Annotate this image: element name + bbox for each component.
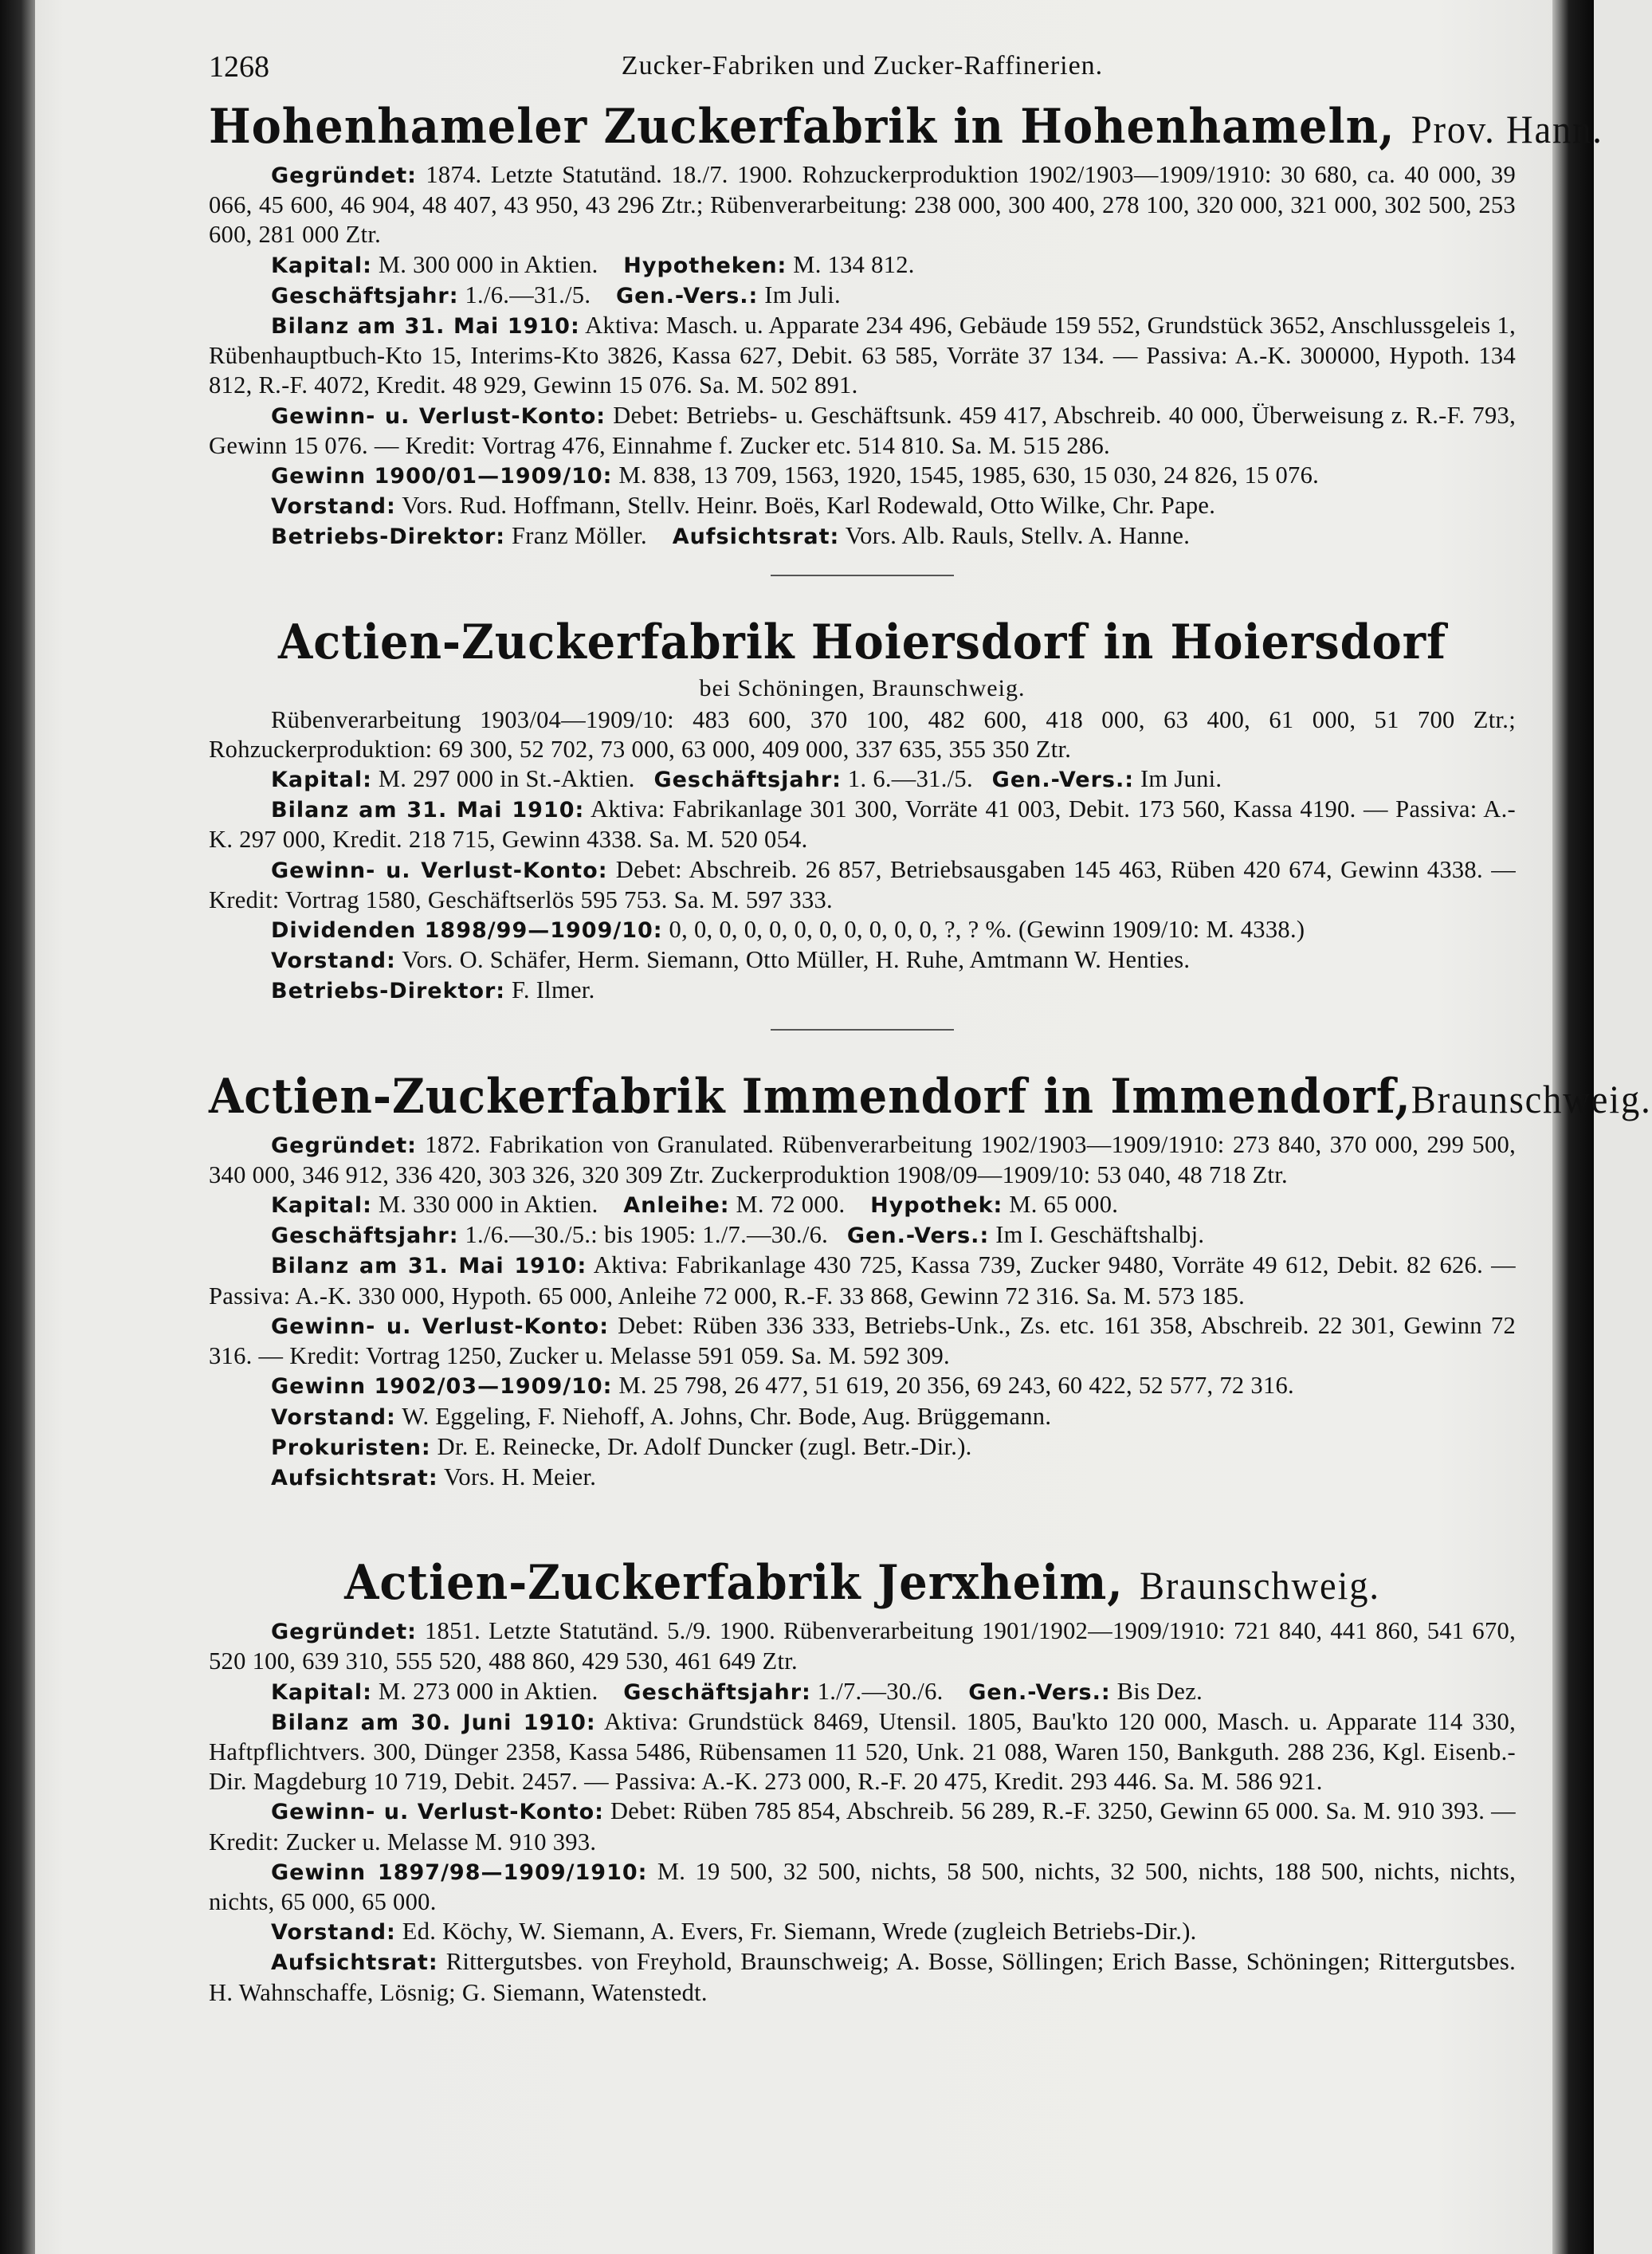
section-text: Debet: Abschreib. 26 857, Betriebsausgaben 145 463, Rüben 420 674, Gewinn 4338. — Kredit: Vortrag 1580, Geschäftserlös 595 753. Sa. M. 597 333.: [209, 855, 1516, 913]
section-text: M. 134 812.: [793, 250, 915, 278]
section-text: Debet: Betriebs- u. Geschäftsunk. 459 417, Abschreib. 40 000, Überweisung z. R.-F. 793, Gewinn 15 076. — Kredit: Vortrag 476, Einnahme f. Zucker etc. 514 810. Sa. M. 515 286.: [209, 401, 1516, 459]
entry-section: [209, 1220, 1516, 1251]
section-key: Prokuristen:: [271, 1435, 431, 1460]
entry-title: Actien-Zuckerfabrik Hoiersdorf in Hoiersdorf: [278, 614, 1446, 670]
section-text: Rittergutsbes. von Freyhold, Braunschweig; A. Bosse, Söllingen; Erich Basse, Schöningen; Rittergutsbes. H. Wahnschaffe, Lösnig; G. Siemann, Watenstedt.: [209, 1948, 1516, 2006]
entry-section: [209, 915, 1516, 945]
entry-section: [209, 1857, 1516, 1917]
section-text: M. 65 000.: [1009, 1191, 1119, 1219]
section-text: M. 330 000 in Aktien.: [378, 1191, 598, 1219]
section-text: M. 19 500, 32 500, nichts, 58 500, nichts, 32 500, nichts, 188 500, nichts, nichts, nichts, 65 000, 65 000.: [209, 1857, 1516, 1915]
section-text: Bis Dez.: [1116, 1677, 1203, 1705]
section-text: Rübenverarbeitung 1903/04—1909/10: 483 600, 370 100, 482 600, 418 000, 63 400, 61 000, 51 700 Ztr.; Rohzuckerproduktion: 69 300, 52 702, 73 000, 63 000, 409 000, 337 635, 355 350 Ztr.: [209, 705, 1516, 763]
section-key: Gegründet:: [271, 163, 417, 188]
book-binding-shadow: [0, 0, 35, 2254]
entry-section: [209, 976, 1516, 1006]
section-text: Debet: Rüben 336 333, Betriebs-Unk., Zs. etc. 161 358, Abschreib. 22 301, Gewinn 72 316. — Kredit: Vortrag 1250, Zucker u. Melasse 591 059. Sa. M. 592 309.: [209, 1311, 1517, 1370]
page-content: [209, 46, 1652, 2008]
section-key: Geschäftsjahr:: [271, 1223, 459, 1249]
section-key: Anleihe:: [623, 1193, 730, 1219]
section-text: Vors. Alb. Rauls, Stellv. A. Hanne.: [845, 522, 1191, 550]
entry-section: [209, 250, 1516, 281]
section-key: Gewinn 1902/03—1909/10:: [271, 1374, 613, 1400]
section-key: Bilanz am 31. Mai 1910:: [271, 798, 585, 823]
section-key: Gegründet:: [271, 1133, 417, 1158]
section-key: Bilanz am 31. Mai 1910:: [271, 1254, 587, 1279]
section-text: M. 273 000 in Aktien.: [378, 1677, 598, 1705]
section-key: Gewinn- u. Verlust-Konto:: [271, 858, 608, 883]
entry-section: [209, 1707, 1516, 1797]
entry-section: [209, 1402, 1516, 1432]
entry-section: [209, 401, 1516, 461]
section-key: Gen.-Vers.:: [846, 1223, 990, 1249]
section-key: Gewinn- u. Verlust-Konto:: [271, 1800, 604, 1825]
entry-title: [209, 1066, 1652, 1130]
entry-title-text: Hohenhameler Zuckerfabrik in Hohenhameln,: [209, 99, 1395, 155]
section-key: Geschäftsjahr:: [623, 1679, 811, 1705]
section-key: Gegründet:: [271, 1620, 417, 1645]
section-text: Ed. Köchy, W. Siemann, A. Evers, Fr. Siemann, Wrede (zugleich Betriebs-Dir.).: [402, 1918, 1197, 1946]
section-text: 1872. Fabrikation von Granulated. Rübenverarbeitung 1902/1903—1909/1910: 273 840, 370 000, 299 500, 340 000, 346 912, 336 420, 303 326, 320 309 Ztr. Zuckerproduktion 1908/09—1909/10: 53 040, 48 718 Ztr.: [209, 1130, 1516, 1188]
section-text: W. Eggeling, F. Niehoff, A. Johns, Chr. Bode, Aug. Brüggemann.: [402, 1402, 1052, 1430]
entry-title-suffix: Braunschweig.: [1411, 1076, 1652, 1121]
section-key: Kapital:: [271, 768, 372, 793]
entry-section: [209, 1251, 1516, 1310]
section-text: Aktiva: Fabrikanlage 430 725, Kassa 739, Zucker 9480, Vorräte 49 612, Debit. 82 626. — Passiva: A.-K. 330 000, Hypoth. 65 000, Anleihe 72 000, R.-F. 33 868, Gewinn 72 316. Sa. M. 573 185.: [209, 1251, 1516, 1310]
entry-subtitle: bei Schöningen, Braunschweig.: [699, 674, 1026, 701]
section-text: Debet: Rüben 785 854, Abschreib. 56 289, R.-F. 3250, Gewinn 65 000. Sa. M. 910 393. — Kredit: Zucker u. Melasse M. 910 393.: [209, 1797, 1516, 1855]
section-text: 1./7.—30./6.: [817, 1677, 944, 1705]
section-key: Aufsichtsrat:: [271, 1465, 438, 1490]
section-text: 1851. Letzte Statutänd. 5./9. 1900. Rübenverarbeitung 1901/1902—1909/1910: 721 840, 441 860, 541 670, 520 100, 639 310, 555 520, 488 860, 429 530, 461 649 Ztr.: [209, 1617, 1516, 1675]
section-key: Geschäftsjahr:: [271, 283, 459, 308]
section-key: Gen.-Vers.:: [615, 283, 759, 308]
entry-title-suffix: Prov. Hann.: [1411, 107, 1603, 151]
section-text: M. 838, 13 709, 1563, 1920, 1545, 1985, 630, 15 030, 24 826, 15 076.: [618, 461, 1320, 489]
entry-section: [209, 764, 1516, 795]
section-key: Aufsichtsrat:: [672, 524, 840, 550]
entry-section: [209, 311, 1516, 401]
section-text: M. 25 798, 26 477, 51 619, 20 356, 69 243, 60 422, 52 577, 72 316.: [618, 1372, 1294, 1400]
entry-section: [209, 1677, 1516, 1707]
section-text: M. 72 000.: [736, 1191, 846, 1219]
entry-section: [209, 1797, 1516, 1856]
entry-section: [209, 1947, 1516, 2007]
section-key: Vorstand:: [271, 1920, 396, 1946]
section-key: Hypotheken:: [623, 253, 787, 278]
entry-section: [209, 281, 1516, 311]
entry-hohenhameln: [209, 96, 1603, 552]
section-key: Kapital:: [271, 1193, 372, 1219]
page-edge-shadow: [1552, 0, 1594, 2254]
entry-section: [209, 1616, 1516, 1676]
section-key: Aufsichtsrat:: [271, 1950, 438, 1976]
entry-hoiersdorf: [209, 611, 1516, 1007]
section-key: Vorstand:: [271, 948, 396, 974]
entry-title-text: Actien-Zuckerfabrik Jerxheim,: [344, 1555, 1124, 1612]
section-text: Dr. E. Reinecke, Dr. Adolf Duncker (zugl. Betr.-Dir.).: [437, 1432, 972, 1460]
running-title: Zucker-Fabriken und Zucker-Raffinerien.: [621, 51, 1104, 80]
entry-section: [209, 795, 1516, 854]
entry-section: [209, 521, 1516, 552]
entry-title: [209, 96, 1603, 160]
section-key: Gewinn 1897/98—1909/1910:: [271, 1859, 648, 1885]
section-key: Hypothek:: [870, 1193, 1003, 1219]
section-text: Aktiva: Fabrikanlage 301 300, Vorräte 41 003, Debit. 173 560, Kassa 4190. — Passiva: A.-K. 297 000, Kredit. 218 715, Gewinn 4338. Sa. M. 520 054.: [209, 795, 1516, 854]
section-text: Im Juli.: [764, 281, 841, 308]
section-text: Vors. Rud. Hoffmann, Stellv. Heinr. Boës, Karl Rodewald, Otto Wilke, Chr. Pape.: [402, 492, 1216, 520]
section-text: Im I. Geschäftshalbj.: [995, 1221, 1205, 1249]
page-number: 1268: [209, 50, 269, 84]
section-divider: [771, 575, 954, 576]
section-key: Vorstand:: [271, 1404, 396, 1430]
section-text: 1./6.—31./5.: [465, 281, 591, 308]
entry-section: [209, 855, 1516, 915]
section-key: Betriebs-Direktor:: [271, 524, 506, 550]
section-key: Kapital:: [271, 1679, 372, 1705]
entry-section: [209, 1917, 1516, 1947]
section-key: Gewinn 1900/01—1909/10:: [271, 464, 613, 489]
section-key: Gewinn- u. Verlust-Konto:: [271, 1314, 610, 1339]
section-text: 1./6.—30./5.: bis 1905: 1./7.—30./6.: [465, 1221, 829, 1249]
section-text: Vors. O. Schäfer, Herm. Siemann, Otto Müller, H. Ruhe, Amtmann W. Henties.: [402, 946, 1191, 974]
entry-section: [209, 1432, 1516, 1463]
entry-immendorf: [209, 1066, 1652, 1493]
entry-section: [209, 491, 1516, 521]
section-key: Bilanz am 30. Juni 1910:: [271, 1710, 596, 1735]
section-key: Kapital:: [271, 253, 372, 278]
entry-section: [209, 160, 1516, 250]
section-text: 0, 0, 0, 0, 0, 0, 0, 0, 0, 0, 0, ?, ? %. (Gewinn 1909/10: M. 4338.): [669, 916, 1305, 944]
section-key: Bilanz am 31. Mai 1910:: [271, 314, 580, 340]
entry-title: [254, 1552, 1470, 1616]
section-text: M. 300 000 in Aktien.: [378, 250, 598, 278]
section-text: 1874. Letzte Statutänd. 18./7. 1900. Rohzuckerproduktion 1902/1903—1909/1910: 30 680, ca. 40 000, 39 066, 45 600, 46 904, 48 407, 43 950, 43 296 Ztr.; Rübenverarbeitung: 238 000, 300 400, 278 100, 320 000, 321 000, 302 500, 253 600, 281 000 Ztr.: [209, 161, 1516, 249]
section-text: Aktiva: Grundstück 8469, Utensil. 1805, Bau'kto 120 000, Masch. u. Apparate 114 330, Haftpflichtvers. 300, Dünger 2358, Kassa 5486, Rübensamen 11 520, Unk. 21 088, Waren 150, Bankguth. 288 236, Kgl. Eisenb.-Dir. Magdeburg 10 719, Debit. 2457. — Passiva: A.-K. 273 000, R.-F. 20 475, Kredit. 293 446. Sa. M. 586 921.: [209, 1707, 1516, 1796]
section-key: Gen.-Vers.:: [991, 768, 1135, 793]
entry-jerxheim: [209, 1552, 1516, 2008]
section-text: F. Ilmer.: [512, 976, 595, 1004]
entry-title-suffix: Braunschweig.: [1139, 1563, 1380, 1608]
entry-section: [209, 945, 1516, 976]
section-text: Aktiva: Masch. u. Apparate 234 496, Gebäude 159 552, Grundstück 3652, Anschlussgeleis 1, Rübenhauptbuch-Kto 15, Interims-Kto 3826, Kassa 627, Debit. 63 585, Vorräte 37 134. — Passiva: A.-K. 300000, Hypoth. 134 812, R.-F. 4072, Kredit. 48 929, Gewinn 15 076. Sa. M. 502 891.: [209, 312, 1516, 399]
section-text: Vors. H. Meier.: [444, 1463, 597, 1490]
section-text: Im Juni.: [1140, 765, 1222, 793]
section-text: M. 297 000 in St.-Aktien.: [378, 765, 635, 793]
entry-section: [209, 461, 1516, 491]
section-key: Gewinn- u. Verlust-Konto:: [271, 403, 606, 429]
section-text: Franz Möller.: [512, 522, 647, 550]
section-text: 1. 6.—31./5.: [847, 765, 973, 793]
entry-title-text: Actien-Zuckerfabrik Immendorf in Immendorf,: [209, 1068, 1411, 1125]
section-key: Betriebs-Direktor:: [271, 979, 506, 1004]
entry-section: [209, 1190, 1516, 1220]
section-divider: [771, 1029, 954, 1031]
running-head: [209, 46, 1516, 96]
section-key: Vorstand:: [271, 494, 396, 520]
entry-section: [209, 705, 1516, 764]
entry-section: [209, 1463, 1516, 1493]
section-key: Geschäftsjahr:: [653, 768, 842, 793]
section-key: Gen.-Vers.:: [968, 1679, 1111, 1705]
entry-section: [209, 1311, 1516, 1371]
entry-section: [209, 1371, 1516, 1401]
section-key: Dividenden 1898/99—1909/10:: [271, 918, 663, 944]
entry-section: [209, 1130, 1516, 1190]
